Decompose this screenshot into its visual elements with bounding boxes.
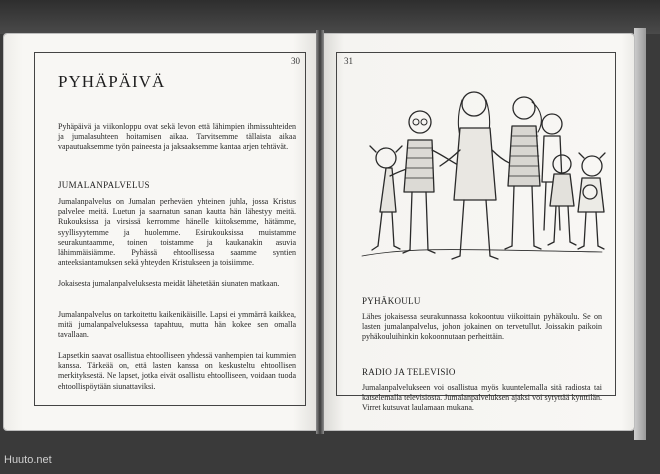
- section-heading: JUMALANPALVELUS: [58, 180, 150, 190]
- page-number: 30: [291, 56, 300, 66]
- right-page: [322, 34, 634, 430]
- page-title: PYHÄPÄIVÄ: [58, 72, 166, 91]
- body-paragraph: Lähes jokaisessa seurakunnassa kokoontuu viikoittain pyhäkoulu. Se on lasten jumalanpalvelus, johon jokainen on tervetullut. Joissakin paikoin pyhäkouluihinkin kokoonnutaan perheittäin.: [362, 312, 602, 342]
- body-paragraph: Jumalanpalvelukseen voi osallistua myös kuuntelemalla sitä radiosta tai katselemalla televisiosta. Jumalanpalveluksen ajaksi voi sytyttää kynttilän. Virret kutsuvat laulamaan mukana.: [362, 383, 602, 413]
- children-group-illustration: [356, 70, 608, 266]
- body-paragraph: Lapsetkin saavat osallistua ehtoolliseen yhdessä vanhempien tai kummien kanssa. Tärkeää on, että lasten kanssa on keskusteltu ehtoollisen merkityksestä. Ne lapset, jotka eivät osallistu ehtoolliseen, voidaan tuoda ehtoollispöytään siunattaviksi.: [58, 351, 296, 391]
- book-cover-edge: [634, 28, 646, 440]
- body-paragraph: Jumalanpalvelus on Jumalan perheväen yhteinen juhla, jossa Kristus palvelee meitä. Luetun ja saarnatun sanan kautta hän lähestyy meitä. Rukouksissa ja virsissä kerromme hänelle kiitoksemme, hätämme, syyllisyytemme ja huolemme. Esirukouksissa muistamme seurakuntaamme, toinen toistamme ja kaukanakin asuvia lähimmäisiämme. Pyhässä ehtoollisessa saamme syntien anteeksiantamuksen sekä yhteyden Kristukseen ja toisiimme.: [58, 197, 296, 268]
- section-heading: RADIO JA TELEVISIO: [362, 367, 456, 377]
- body-paragraph: Jumalanpalvelus on tarkoitettu kaikenikäisille. Lapsi ei ymmärrä kaikkea, mitä jumalanpalveluksessa tapahtuu, mutta hän kokee sen omalla tavallaan.: [58, 310, 296, 340]
- intro-paragraph: Pyhäpäivä ja viikonloppu ovat sekä levon että lähimpien ihmissuhteiden ja jumalasuhteen hoitamisen aikaa. Tarvitsemme tällaista aikaa vapautuaksemme työn paineesta ja jaksaaksemme kantaa arjen tehtävät.: [58, 122, 296, 152]
- open-book: [4, 28, 644, 440]
- watermark: Huuto.net: [4, 454, 52, 466]
- left-page: [4, 34, 318, 430]
- section-heading: PYHÄKOULU: [362, 296, 421, 306]
- body-paragraph: Jokaisesta jumalanpalveluksesta meidät lähetetään siunaten matkaan.: [58, 279, 280, 288]
- page-number: 31: [344, 56, 353, 66]
- book-spine: [316, 30, 324, 434]
